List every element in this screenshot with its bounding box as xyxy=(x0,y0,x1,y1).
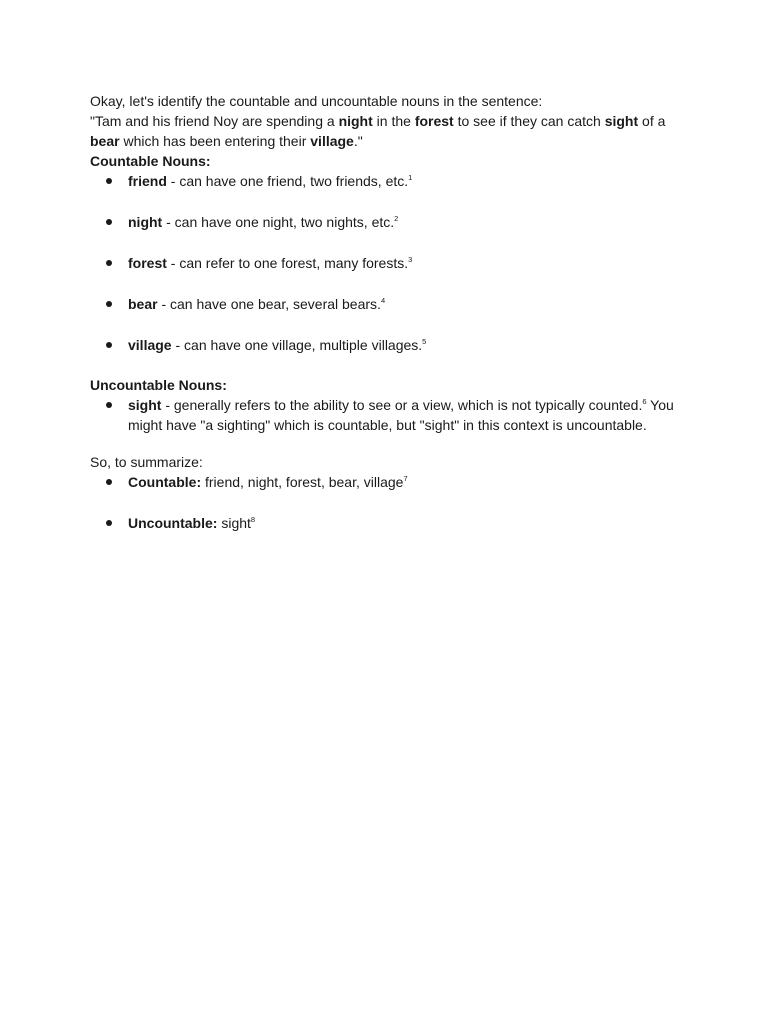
summary-label: Uncountable: xyxy=(128,515,218,531)
quote-bold-forest: forest xyxy=(414,113,454,129)
countable-list xyxy=(90,171,680,355)
quote-text: of a xyxy=(638,113,666,129)
footnote-ref[interactable]: 1 xyxy=(408,173,413,182)
noun-term: sight xyxy=(128,397,162,413)
noun-term: friend xyxy=(128,173,167,189)
summary-value: friend, night, forest, bear, village xyxy=(201,474,404,490)
summary-label: Countable: xyxy=(128,474,202,490)
noun-description: - generally refers to the ability to see or a view, which is not typically counted. xyxy=(161,397,643,413)
quote-text: ." xyxy=(353,133,363,149)
uncountable-list xyxy=(90,395,680,435)
intro-line: Okay, let's identify the countable and uncountable nouns in the sentence: xyxy=(90,93,543,109)
uncountable-heading: Uncountable Nouns: xyxy=(90,377,227,393)
quote-bold-sight: sight xyxy=(604,113,639,129)
noun-term: night xyxy=(128,214,163,230)
noun-term: village xyxy=(128,337,172,353)
noun-description: - can have one bear, several bears. xyxy=(157,296,381,312)
document-body xyxy=(90,91,680,533)
noun-description: - can have one night, two nights, etc. xyxy=(162,214,395,230)
list-item xyxy=(90,253,680,273)
footnote-ref[interactable]: 8 xyxy=(250,515,256,524)
list-item xyxy=(90,171,680,191)
noun-description: - can refer to one forest, many forests. xyxy=(166,255,409,271)
footnote-ref[interactable]: 3 xyxy=(408,255,413,264)
list-item xyxy=(90,335,680,355)
quote-bold-village: village xyxy=(310,133,354,149)
noun-term: bear xyxy=(128,296,158,312)
noun-description: - can have one village, multiple villages. xyxy=(171,337,423,353)
quote-bold-night: night xyxy=(338,113,373,129)
countable-heading: Countable Nouns: xyxy=(90,153,211,169)
quote-text: which has been entering their xyxy=(119,133,311,149)
footnote-ref[interactable]: 4 xyxy=(380,296,386,305)
quote-text: in the xyxy=(372,113,415,129)
noun-note: You might have "a sighting" which is countable, but "sight" in this context is uncountable. xyxy=(128,397,674,433)
summary-list xyxy=(90,472,680,533)
summary-value: sight xyxy=(217,515,251,531)
quoted-sentence xyxy=(90,111,680,151)
list-item xyxy=(90,294,680,314)
list-item xyxy=(90,212,680,232)
quote-bold-bear: bear xyxy=(90,133,120,149)
quote-text: "Tam and his friend Noy are spending a xyxy=(90,113,339,129)
summary-intro: So, to summarize: xyxy=(90,454,203,470)
noun-description: - can have one friend, two friends, etc. xyxy=(166,173,409,189)
list-item xyxy=(90,395,680,435)
list-item xyxy=(90,513,680,533)
list-item xyxy=(90,472,680,492)
quote-text: to see if they can catch xyxy=(453,113,605,129)
footnote-ref[interactable]: 2 xyxy=(394,214,399,223)
footnote-ref[interactable]: 6 xyxy=(642,397,647,406)
footnote-ref[interactable]: 5 xyxy=(422,337,427,346)
noun-term: forest xyxy=(128,255,167,271)
footnote-ref[interactable]: 7 xyxy=(403,474,408,483)
